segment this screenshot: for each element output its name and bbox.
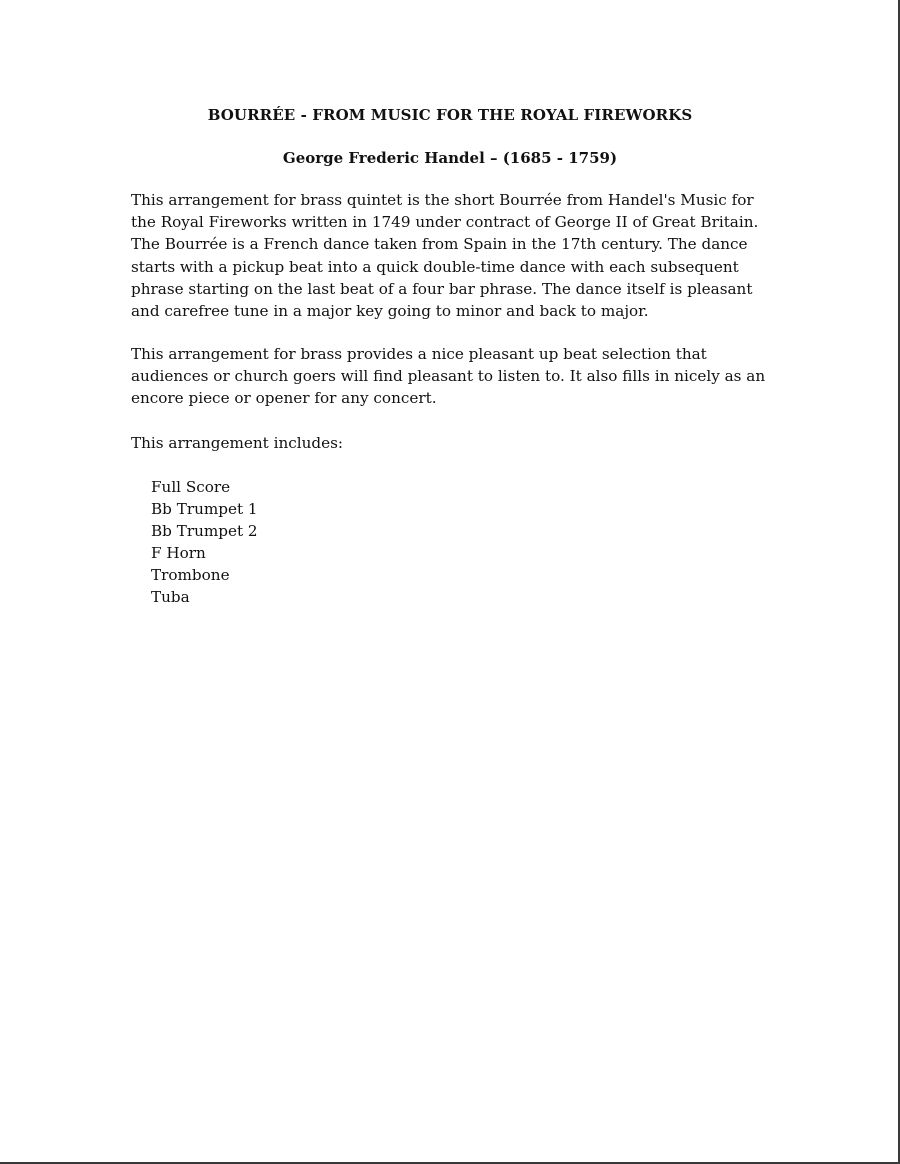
description-paragraph: [131, 189, 781, 322]
list-item: Bb Trumpet 1: [151, 500, 258, 518]
parts-list: [151, 476, 258, 608]
paragraph-line: audiences or church goers will find pleasant to listen to. It also fills in nicely as an: [131, 367, 766, 386]
paragraph-line: phrase starting on the last beat of a four bar phrase. The dance itself is pleasant: [131, 279, 753, 298]
list-item: Trombone: [151, 566, 230, 584]
paragraph-line: The Bourrée is a French dance taken from Spain in the 17th century. The dance: [131, 235, 748, 254]
paragraph-line: This arrangement for brass provides a nice pleasant up beat selection that: [131, 345, 707, 363]
paragraph-line: encore piece or opener for any concert.: [131, 389, 437, 408]
list-item: Tuba: [151, 588, 190, 606]
composer-line: George Frederic Handel – (1685 - 1759): [282, 149, 618, 167]
selection-paragraph: [131, 343, 781, 410]
list-item: Bb Trumpet 2: [151, 522, 258, 540]
document-title: BOURRÉE - FROM MUSIC FOR THE ROYAL FIREWORKS: [207, 106, 693, 124]
paragraph-line: starts with a pickup beat into a quick double-time dance with each subsequent: [131, 257, 739, 276]
list-item: F Horn: [151, 544, 206, 562]
includes-intro: This arrangement includes:: [131, 434, 344, 452]
paragraph-line: the Royal Fireworks written in 1749 under contract of George II of Great Britain.: [131, 213, 759, 232]
paragraph-line: This arrangement for brass quintet is the short Bourrée from Handel's Music for: [131, 191, 754, 209]
paragraph-line: and carefree tune in a major key going to minor and back to major.: [131, 302, 649, 321]
list-item: Full Score: [151, 478, 231, 496]
